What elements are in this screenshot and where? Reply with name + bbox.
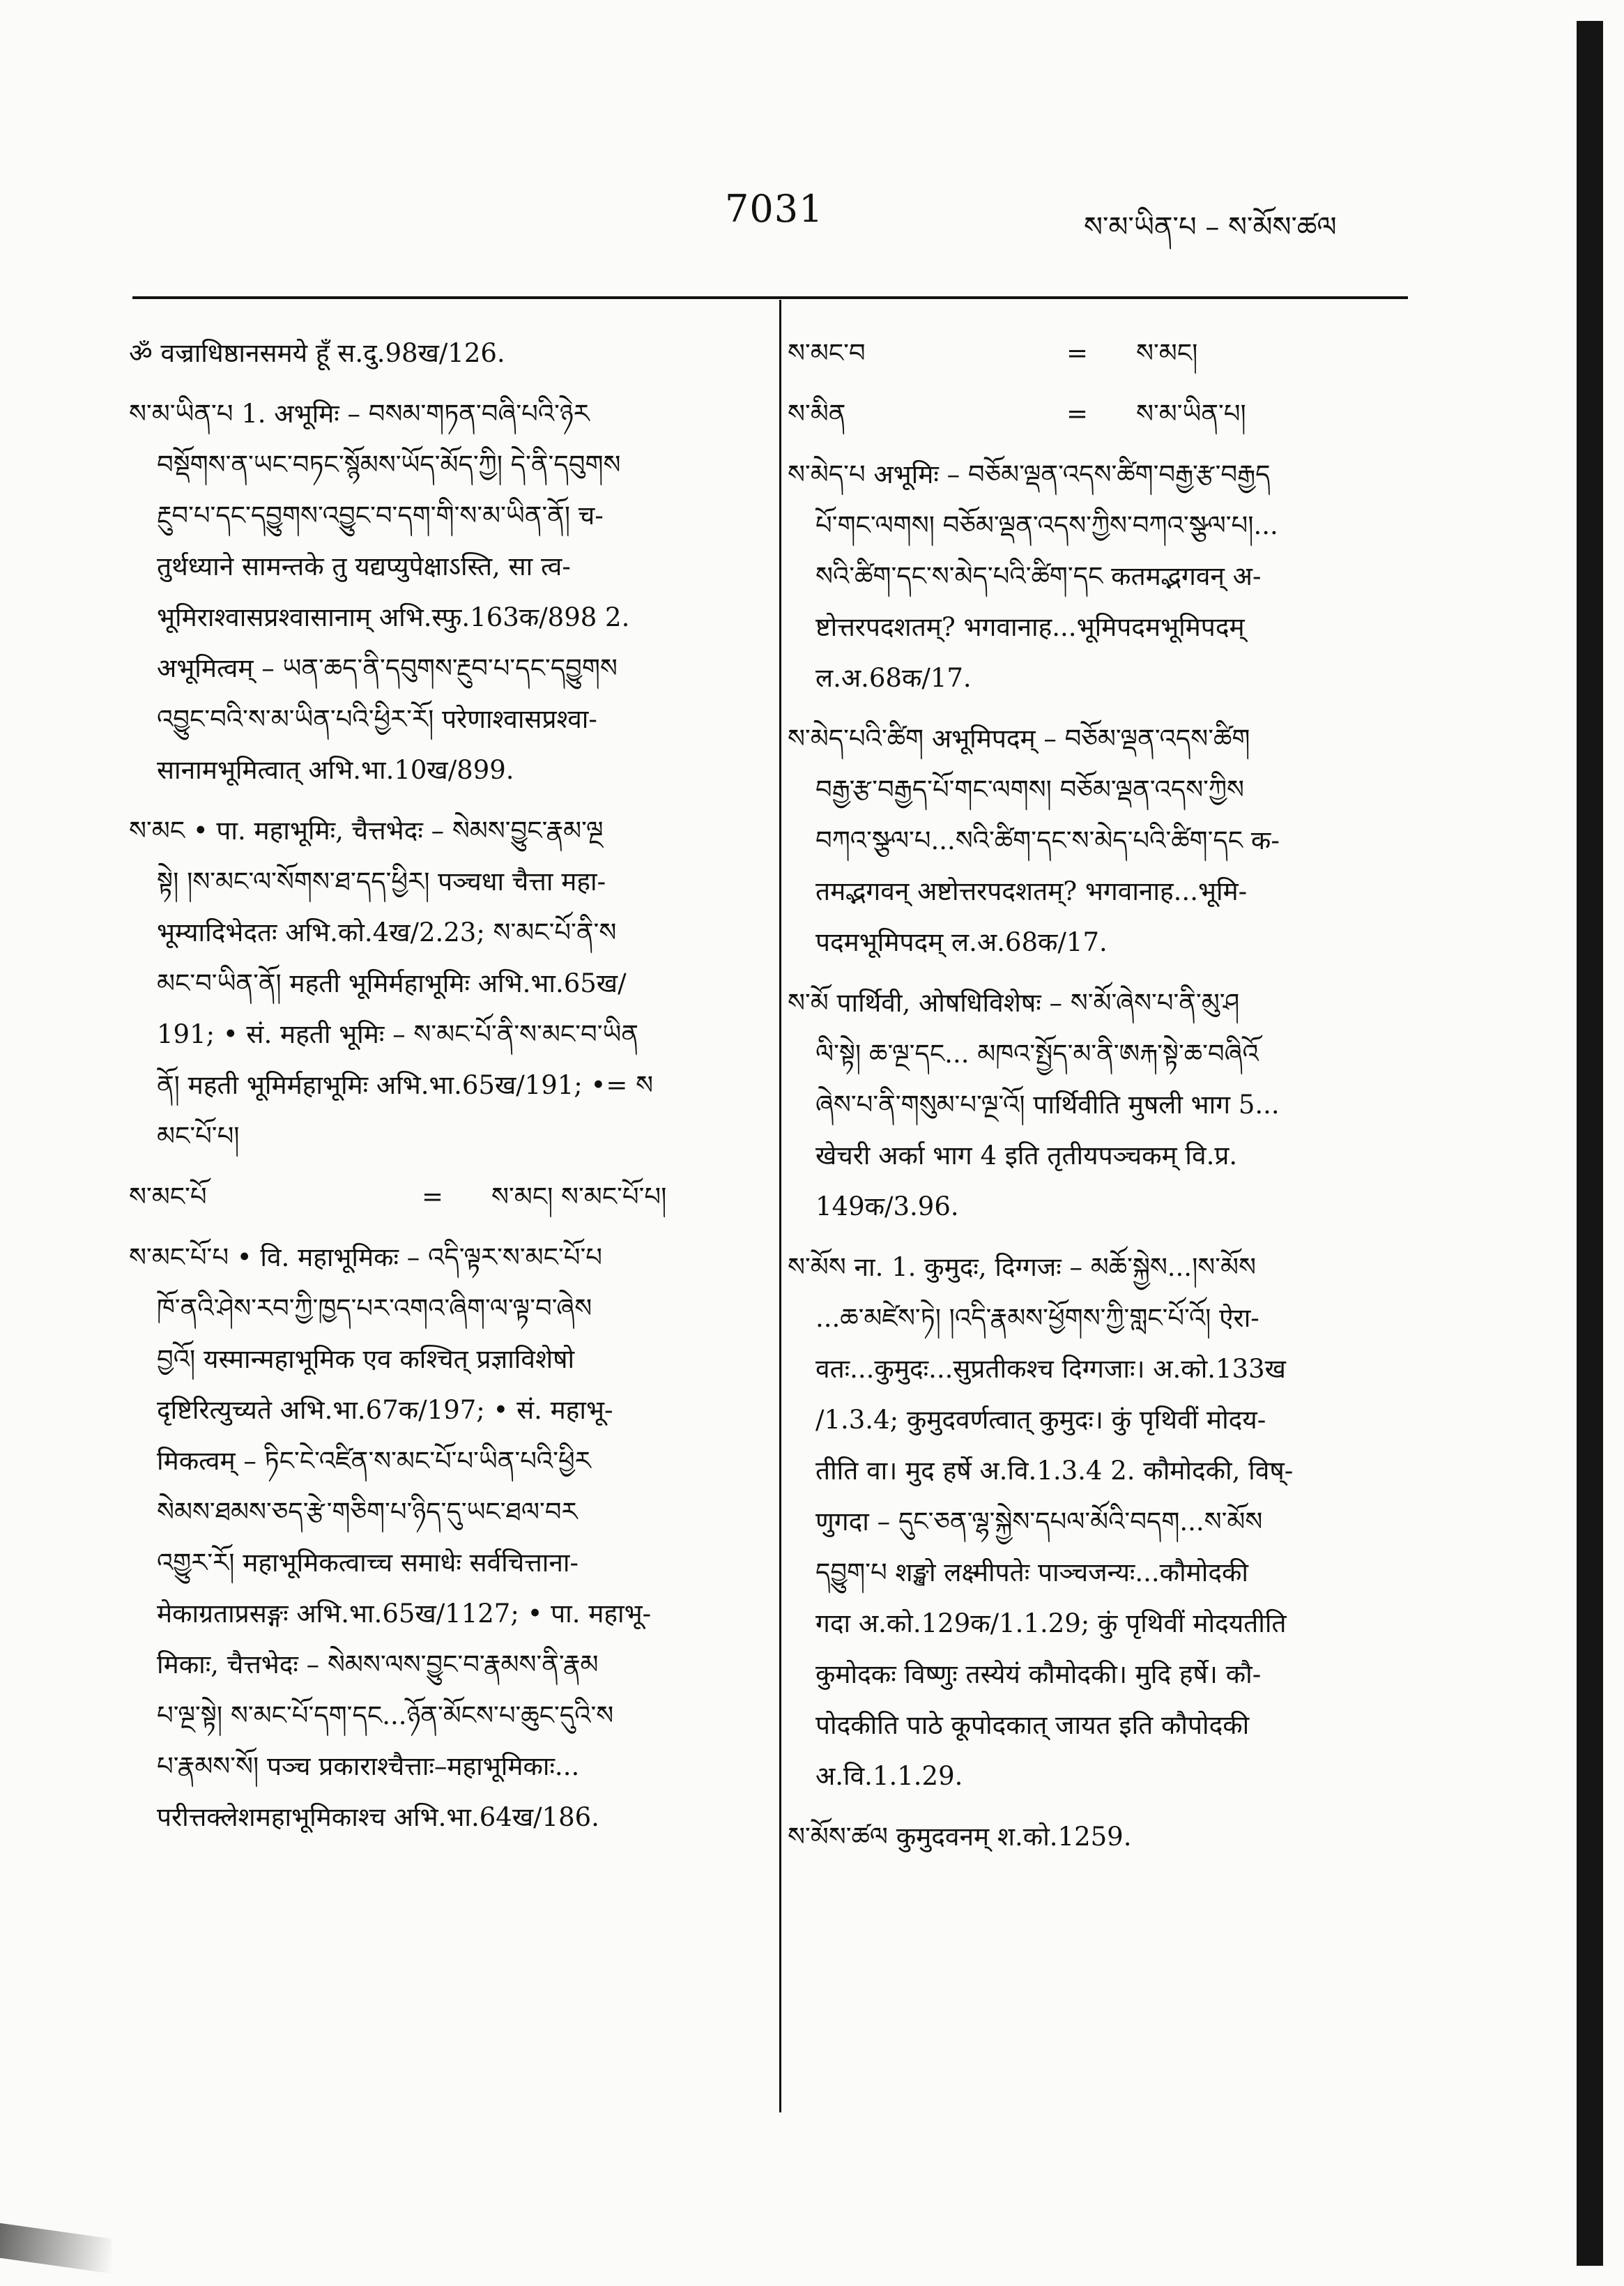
equals-sign: = [1066, 399, 1089, 429]
entry-line: མང་པོ་པ། [157, 1121, 240, 1151]
entry-line: परीत्तक्लेशमहाभूमिकाश्च अभि.भा.64ख/186. [157, 1802, 599, 1832]
entry-line: सानामभूमित्वात् अभि.भा.10ख/899. [157, 755, 514, 785]
entry-line: འགྱུར་རོ། महाभूमिकत्वाच्च समाधेः सर्वचित्ताना- [157, 1548, 579, 1578]
entry-line: ཞེས་པ་ནི་གསུམ་པ་ལྔ་འོ། पार्थिवीति मुषली भाग 5... [815, 1090, 1280, 1120]
entry-line: ཁོ་ནའི་ཤེས་རབ་ཀྱི་ཁྱད་པར་འགའ་ཞིག་ལ་ལྟ་བ་ཞེས [157, 1293, 592, 1323]
dictionary-entry [788, 977, 1411, 1232]
entry-line: ས་མོས་ཚལ कुमुदवनम् श.को.1259. [788, 1822, 1132, 1852]
entry-line: ལི་སྟེ། ཆ་ལྔ་དང... མཁའ་སྤྱོད་མ་ནི་ཨརྐ་སྟེ་ཆ་བཞིའོ [815, 1039, 1259, 1069]
entry-line: पदमभूमिपदम् ल.अ.68क/17. [815, 927, 1108, 957]
reference-target: ས་མང། [1136, 338, 1198, 368]
entry-line: कुमोदकः विष्णुः तस्येयं कौमोदकी। मुदि हर्षे। कौ- [815, 1659, 1262, 1689]
reference-target: ས་མ་ཡིན་པ། [1136, 399, 1246, 429]
entry-line: तुर्थध्याने सामन्तके तु यद्यप्युपेक्षाऽस्ति, सा त्व- [157, 551, 571, 581]
entry-line: ས་མང་པོ་པ • वि. महाभूमिकः – འདི་ལྟར་ས་མང་པོ་པ [129, 1242, 602, 1272]
dictionary-entry [129, 805, 756, 1161]
entry-line: རྔུབ་པ་དང་དབྱུགས་འབྱུང་བ་དག་གི་ས་མ་ཡིན་ནོ། च- [157, 501, 604, 531]
entry-line: मिकत्वम् – ཏིང་ངེ་འཛིན་ས་མང་པོ་པ་ཡིན་པའི་ཕྱིར [157, 1446, 591, 1476]
entry-line: ས་མེད་པའི་ཚིག अभूमिपदम् – བཅོམ་ལྡན་འདས་ཚིག [788, 724, 1250, 754]
dictionary-entry [788, 1811, 1411, 1862]
cross-reference-entry [788, 388, 1411, 439]
entry-line: པ་རྣམས་སོ། पञ्च प्रकाराश्चैत्ताः–महाभूमिकाः... [157, 1751, 580, 1781]
entry-line: दृष्टिरित्युच्यते अभि.भा.67क/197; • सं. महाभू- [157, 1395, 613, 1425]
entry-line: 149क/3.96. [815, 1191, 959, 1221]
entry-line: ...ཆ་མཛེས་ཏེ། །འདི་རྣམས་ཕྱོགས་ཀྱི་གླང་པོ་འོ། ऐरा- [815, 1303, 1259, 1333]
entry-line: पोदकीति पाठे कूपोदकात् जायत इति कौपोदकी [815, 1710, 1250, 1740]
dictionary-entry [788, 713, 1411, 968]
entry-line: མང་བ་ཡིན་ནོ། महती भूमिर्महाभूमिः अभि.भा.65ख/ [157, 968, 627, 998]
headword: ས་མང་བ [788, 338, 866, 368]
page-number: 7031 [725, 187, 824, 231]
entry-line: मेकाग्रताप्रसङ्गः अभि.भा.65ख/1127; • पा. महाभू- [157, 1599, 652, 1629]
left-column [129, 328, 756, 1852]
entry-line: ས་མོས ना. 1. कुमुदः, दिग्गजः – མཆོ་སྐྱེས...།ས་མོས [788, 1252, 1256, 1282]
column-divider [779, 300, 781, 2112]
entry-line: अभूमित्वम् – ཡན་ཆད་ནི་དབུགས་རྔུབ་པ་དང་དབྱུགས [157, 653, 618, 683]
entry-line: སེམས་ཐམས་ཅད་རྩེ་གཅིག་པ་ཉིད་དུ་ཡང་ཐལ་བར [157, 1497, 578, 1527]
entry-line: भूम्यादिभेदतः अभि.को.4ख/2.23; ས་མང་པོ་ནི་ས [157, 917, 617, 947]
entry-line: འབྱུང་བའི་ས་མ་ཡིན་པའི་ཕྱིར་རོ། परेणाश्वासप्रश्वा- [157, 704, 597, 734]
right-column [788, 328, 1411, 1872]
entry-line: अ.वि.1.1.29. [815, 1761, 963, 1791]
entry-line: /1.3.4; कुमुदवर्णत्वात् कुमुदः। कुं पृथिवीं मोदय- [815, 1405, 1266, 1435]
entry-line: ल.अ.68क/17. [815, 663, 972, 693]
entry-line: 191; • सं. महती भूमिः – ས་མང་པོ་ནི་ས་མང་བ་ཡིན [157, 1019, 638, 1049]
entry-line: भूमिराश्वासप्रश्वासानाम् अभि.स्फु.163क/898 2. [157, 602, 630, 632]
reference-target: ས་མང། ས་མང་པོ་པ། [491, 1182, 667, 1212]
equals-sign: = [1066, 338, 1089, 368]
entry-line: པོ་གང་ལགས། བཅོམ་ལྡན་འདས་ཀྱིས་བཀའ་སྩལ་པ།... [815, 510, 1278, 540]
cross-reference-entry [129, 1171, 756, 1222]
dictionary-entry [129, 1232, 756, 1843]
dictionary-entry [788, 449, 1411, 703]
dictionary-entry [129, 388, 756, 795]
entry-line: ष्टोत्तरपदशतम्? भगवानाह...भूमिपदमभूमिपदम् [815, 612, 1245, 642]
entry-line: སྟེ། །ས་མང་ལ་སོགས་ཐ་དད་ཕྱིར། पञ्चधा चैत्ता महा- [157, 867, 606, 897]
entry-line: ས་མེད་པ अभूमिः – བཅོམ་ལྡན་འདས་ཚིག་བརྒྱ་རྩ་བརྒྱད [788, 459, 1271, 489]
entry-line: ས་མང • पा. महाभूमिः, चैत्तभेदः – སེམས་བྱུང་རྣམ་ལྔ [129, 816, 604, 846]
scan-smudge [0, 2223, 112, 2273]
entry-line: དབྱུག་པ शङ्खो लक्ष्मीपतेः पाञ्चजन्यः...कौमोदकी [815, 1557, 1249, 1587]
headword: ས་མང་པོ [129, 1182, 207, 1212]
entry-line: པ་ལྔ་སྟེ། ས་མང་པོ་དག་དང...ཉོན་མོངས་པ་ཆུང་དུའི་ས [157, 1700, 614, 1730]
cross-reference-entry [788, 328, 1411, 379]
entry-line: བཀའ་སྩལ་པ...སའི་ཚིག་དང་ས་མེད་པའི་ཚིག་དང क- [815, 825, 1280, 855]
entry-line: ནོ། महती भूमिर्महाभूमिः अभि.भा.65ख/191; •= ས [157, 1070, 654, 1100]
header-rule [132, 296, 1408, 299]
entry-line: मिकाः, चैत्तभेदः – སེམས་ལས་བྱུང་བ་རྣམས་ནི་རྣམ [157, 1649, 599, 1679]
entry-line: ॐ वज्राधिष्ठानसमये हूँ स.दु.98ख/126. [129, 338, 505, 368]
equals-sign: = [422, 1182, 444, 1212]
entry-line: वतः...कुमुदः...सुप्रतीकश्च दिग्गजाः। अ.को.133ख [815, 1354, 1286, 1384]
headword: ས་མིན [788, 399, 846, 429]
running-head: ས་མ་ཡིན་པ – ས་མོས་ཚལ [1084, 211, 1337, 243]
dictionary-entry [129, 328, 756, 379]
entry-line: བསྡོགས་ན་ཡང་བཏང་སྙོམས་ཡོད་མོད་ཀྱི། དེ་ནི་དབུགས [157, 450, 621, 480]
entry-line: ས་མ་ཡིན་པ 1. अभूमिः – བསམ་གཏན་བཞི་པའི་ཉེར [129, 399, 590, 429]
page-edge-shadow [1577, 21, 1603, 2266]
dictionary-entry [788, 1242, 1411, 1801]
entry-line: ས་མོ पार्थिवी, ओषधिविशेषः – ས་མོ་ཞེས་པ་ནི་མུ་ཤ [788, 988, 1240, 1018]
entry-line: खेचरी अर्का भाग 4 इति तृतीयपञ्चकम् वि.प्र. [815, 1141, 1238, 1171]
entry-line: तमद्भगवन् अष्टोत्तरपदशतम्? भगवानाह...भूमि- [815, 876, 1248, 906]
entry-line: णुगदा – དུང་ཅན་ལྷ་སྐྱེས་དཔལ་མོའི་བདག...ས་མོས [815, 1507, 1263, 1537]
entry-line: गदा अ.को.129क/1.1.29; कुं पृथिवीं मोदयतीति [815, 1608, 1287, 1638]
entry-line: བྱའོ། यस्मान्महाभूमिक एव कश्चित् प्रज्ञाविशेषो [157, 1344, 575, 1374]
entry-line: तीति वा। मुद हर्षे अ.वि.1.3.4 2. कौमोदकी, विष्- [815, 1456, 1294, 1486]
entry-line: སའི་ཚིག་དང་ས་མེད་པའི་ཚིག་དང कतमद्भगवन् अ- [815, 561, 1262, 591]
entry-line: བརྒྱ་རྩ་བརྒྱད་པོ་གང་ལགས། བཅོམ་ལྡན་འདས་ཀྱིས [815, 775, 1244, 805]
